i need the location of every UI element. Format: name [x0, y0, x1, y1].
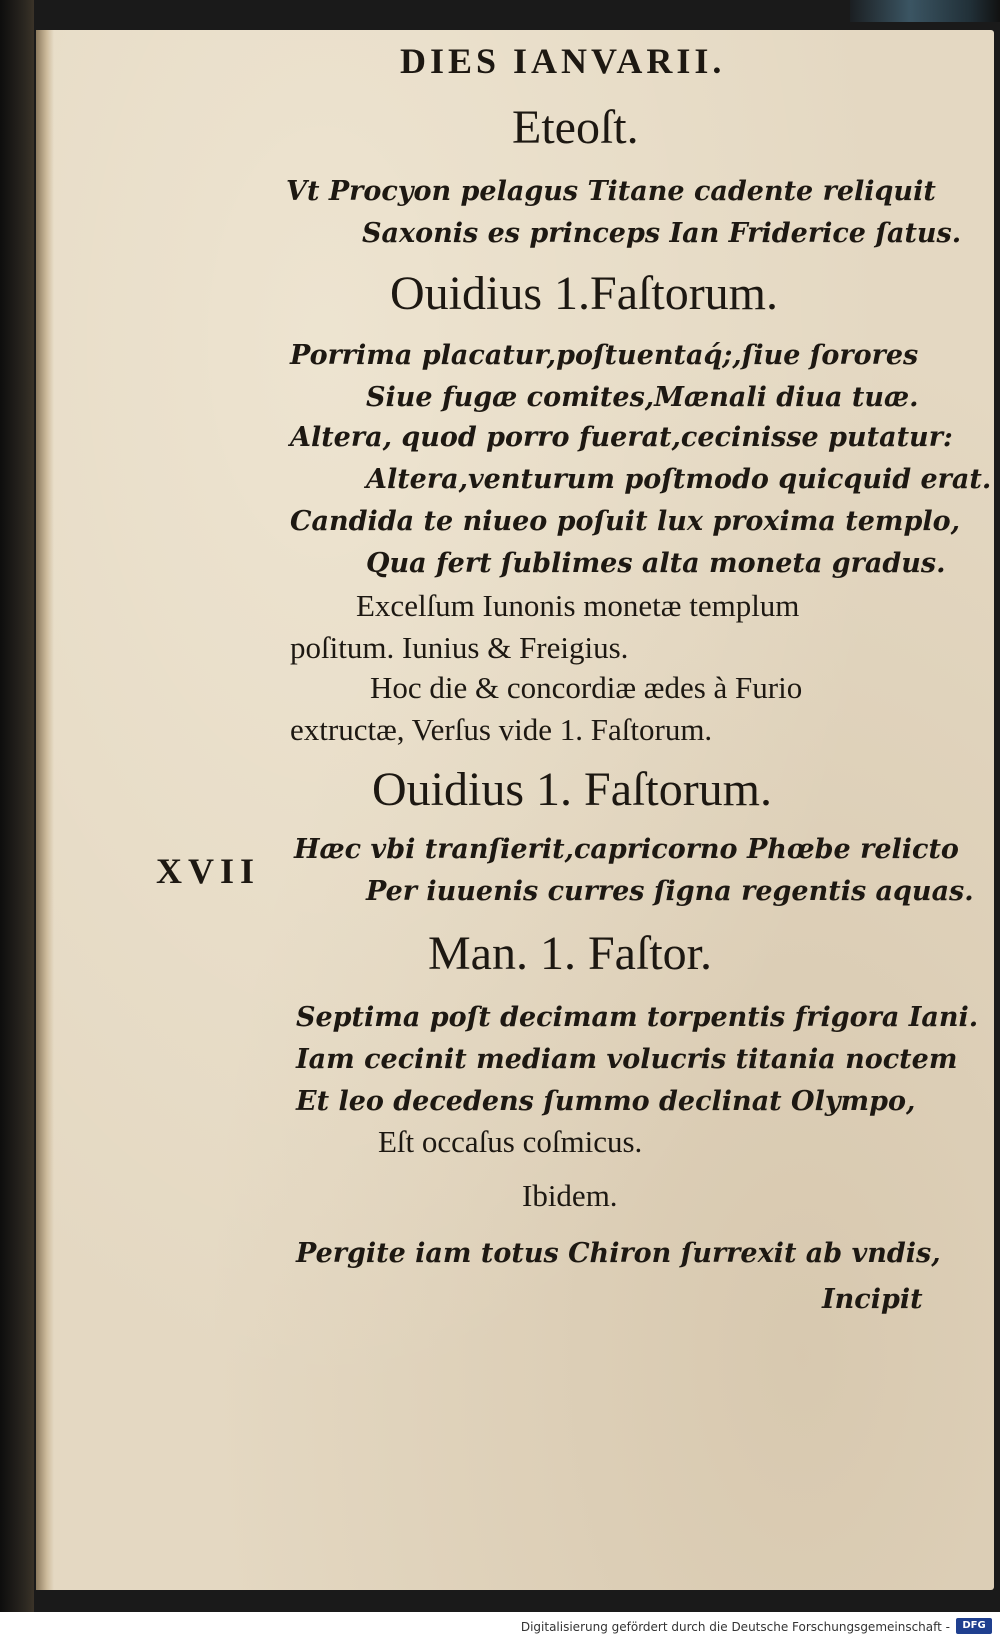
verse-line: Et leo decedens ſummo declinat Olympo, [296, 1086, 916, 1117]
section-heading-ovid-2: Ouidius 1. Faſtorum. [372, 763, 773, 816]
section-heading-ovid-1: Ouidius 1.Faſtorum. [390, 267, 779, 320]
verse-line: Hæc vbi tranſierit,capricorno Phœbe relicto [294, 834, 959, 865]
verse-line: Saxonis es princeps Ian Friderice ſatus. [362, 218, 962, 249]
prose-line: Hoc die & concordiæ ædes à Furio [370, 670, 803, 705]
verse-line: Altera, quod porro fuerat,cecinisse putatur: [290, 422, 953, 453]
prose-line: Excelſum Iunonis monetæ templum [356, 588, 800, 623]
verse-line: Per iuuenis curres ſigna regentis aquas. [366, 876, 974, 907]
verse-line: Septima poſt decimam torpentis frigora Iani. [296, 1002, 979, 1033]
verse-line: Porrima placatur,poſtuentaq́;,ſiue ſorores [290, 340, 919, 371]
verse-line: Pergite iam totus Chiron ſurrexit ab vndis, [296, 1238, 941, 1269]
section-heading-eteost: Eteoſt. [512, 101, 639, 154]
verse-line: Iam cecinit mediam volucris titania noctem [296, 1044, 958, 1075]
book-cover-edge [0, 0, 34, 1612]
dfg-logo-icon: DFG [956, 1618, 992, 1634]
prose-line: poſitum. Iunius & Freigius. [290, 630, 629, 665]
footer-credit: Digitalisierung gefördert durch die Deutsche Forschungsgemeinschaft - [520, 1620, 950, 1634]
prose-line: extructæ, Verſus vide 1. Faſtorum. [290, 712, 713, 747]
section-heading-manilius: Man. 1. Faſtor. [428, 927, 712, 980]
running-head: DIES IANVARII. [400, 41, 726, 81]
verse-line: Qua fert ſublimes alta moneta gradus. [366, 548, 946, 579]
page-gutter [36, 30, 54, 1590]
prose-line: Eſt occaſus coſmicus. [378, 1124, 643, 1159]
catchword: Incipit [822, 1284, 923, 1315]
verse-line: Altera,venturum poſtmodo quicquid erat. [366, 464, 992, 495]
marginal-number: XVII [156, 851, 261, 891]
verse-line: Siue fugæ comites,Mænali diua tuæ. [366, 382, 919, 413]
binding-stain [850, 0, 1000, 22]
verse-line: Candida te niueo poſuit lux proxima templo, [290, 506, 961, 537]
verse-line: Vt Procyon pelagus Titane cadente reliquit [286, 176, 936, 207]
section-heading-ibidem: Ibidem. [522, 1178, 618, 1213]
